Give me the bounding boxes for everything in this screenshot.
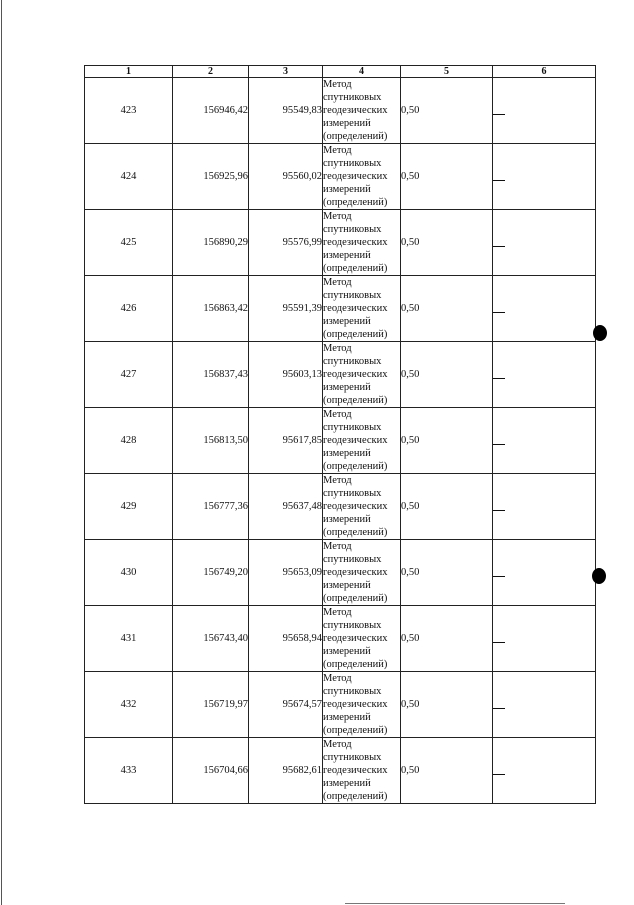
x-coordinate-cell: 156837,43: [173, 342, 249, 408]
x-coordinate-cell: 156704,66: [173, 738, 249, 804]
header-col-5: 5: [401, 66, 493, 78]
point-number-cell: 428: [85, 408, 173, 474]
accuracy-cell: 0,50: [401, 408, 493, 474]
method-line: (определений): [323, 131, 388, 142]
dash-mark: [493, 378, 505, 379]
table-row: [85, 474, 596, 540]
table-row: [85, 276, 596, 342]
header-col-4: 4: [323, 66, 401, 78]
method-line: геодезических: [323, 699, 388, 710]
y-coordinate-cell: 95549,83: [249, 78, 323, 144]
method-line: геодезических: [323, 567, 388, 578]
table-row: [85, 408, 596, 474]
method-line: Метод: [323, 607, 352, 618]
y-coordinate-cell: 95591,39: [249, 276, 323, 342]
point-number-cell: 427: [85, 342, 173, 408]
method-cell: [323, 738, 401, 804]
table-row: [85, 342, 596, 408]
note-cell: [493, 540, 596, 606]
accuracy-cell: 0,50: [401, 738, 493, 804]
method-line: геодезических: [323, 633, 388, 644]
method-line: измерений: [323, 448, 371, 459]
x-coordinate-cell: 156813,50: [173, 408, 249, 474]
point-number-cell: 425: [85, 210, 173, 276]
method-line: геодезических: [323, 435, 388, 446]
point-number-cell: 432: [85, 672, 173, 738]
method-line: (определений): [323, 725, 388, 736]
accuracy-cell: 0,50: [401, 672, 493, 738]
method-cell: [323, 606, 401, 672]
method-line: (определений): [323, 197, 388, 208]
note-cell: [493, 408, 596, 474]
method-line: (определений): [323, 461, 388, 472]
method-line: спутниковых: [323, 422, 382, 433]
method-line: спутниковых: [323, 488, 382, 499]
method-line: измерений: [323, 778, 371, 789]
y-coordinate-cell: 95653,09: [249, 540, 323, 606]
method-line: (определений): [323, 527, 388, 538]
note-cell: [493, 276, 596, 342]
table-row: [85, 738, 596, 804]
method-cell: [323, 342, 401, 408]
accuracy-cell: 0,50: [401, 78, 493, 144]
dash-mark: [493, 510, 505, 511]
x-coordinate-cell: 156743,40: [173, 606, 249, 672]
method-line: измерений: [323, 712, 371, 723]
y-coordinate-cell: 95576,99: [249, 210, 323, 276]
note-cell: [493, 210, 596, 276]
header-col-2: 2: [173, 66, 249, 78]
method-line: геодезических: [323, 765, 388, 776]
table-row: [85, 210, 596, 276]
method-line: Метод: [323, 673, 352, 684]
table-header-row: [85, 66, 596, 78]
table-row: [85, 540, 596, 606]
method-line: измерений: [323, 580, 371, 591]
coordinates-table: [84, 65, 596, 804]
bottom-rule: [345, 903, 565, 904]
method-line: Метод: [323, 145, 352, 156]
method-cell: [323, 78, 401, 144]
method-cell: [323, 276, 401, 342]
method-line: геодезических: [323, 237, 388, 248]
method-line: (определений): [323, 791, 388, 802]
note-cell: [493, 342, 596, 408]
method-line: геодезических: [323, 303, 388, 314]
dash-mark: [493, 246, 505, 247]
method-line: (определений): [323, 329, 388, 340]
y-coordinate-cell: 95658,94: [249, 606, 323, 672]
note-cell: [493, 144, 596, 210]
method-line: измерений: [323, 316, 371, 327]
method-line: Метод: [323, 475, 352, 486]
point-number-cell: 429: [85, 474, 173, 540]
accuracy-cell: 0,50: [401, 210, 493, 276]
x-coordinate-cell: 156890,29: [173, 210, 249, 276]
dash-mark: [493, 642, 505, 643]
dash-mark: [493, 180, 505, 181]
y-coordinate-cell: 95617,85: [249, 408, 323, 474]
method-line: (определений): [323, 659, 388, 670]
method-line: (определений): [323, 263, 388, 274]
method-line: Метод: [323, 79, 352, 90]
note-cell: [493, 738, 596, 804]
method-line: измерений: [323, 118, 371, 129]
dash-mark: [493, 444, 505, 445]
point-number-cell: 431: [85, 606, 173, 672]
accuracy-cell: 0,50: [401, 342, 493, 408]
point-number-cell: 430: [85, 540, 173, 606]
y-coordinate-cell: 95560,02: [249, 144, 323, 210]
table-row: [85, 78, 596, 144]
method-line: Метод: [323, 211, 352, 222]
y-coordinate-cell: 95603,13: [249, 342, 323, 408]
header-col-6: 6: [493, 66, 596, 78]
scan-edge-line: [1, 0, 2, 905]
method-cell: [323, 144, 401, 210]
note-cell: [493, 672, 596, 738]
table-row: [85, 144, 596, 210]
method-line: спутниковых: [323, 290, 382, 301]
x-coordinate-cell: 156925,96: [173, 144, 249, 210]
accuracy-cell: 0,50: [401, 276, 493, 342]
x-coordinate-cell: 156749,20: [173, 540, 249, 606]
dash-mark: [493, 114, 505, 115]
point-number-cell: 426: [85, 276, 173, 342]
method-line: геодезических: [323, 501, 388, 512]
method-line: измерений: [323, 250, 371, 261]
method-line: геодезических: [323, 369, 388, 380]
method-line: геодезических: [323, 171, 388, 182]
note-cell: [493, 474, 596, 540]
dash-mark: [493, 708, 505, 709]
method-line: спутниковых: [323, 356, 382, 367]
x-coordinate-cell: 156777,36: [173, 474, 249, 540]
method-line: (определений): [323, 593, 388, 604]
accuracy-cell: 0,50: [401, 144, 493, 210]
method-cell: [323, 672, 401, 738]
header-col-1: 1: [85, 66, 173, 78]
method-cell: [323, 408, 401, 474]
point-number-cell: 424: [85, 144, 173, 210]
method-line: Метод: [323, 277, 352, 288]
y-coordinate-cell: 95682,61: [249, 738, 323, 804]
method-line: (определений): [323, 395, 388, 406]
method-cell: [323, 474, 401, 540]
method-line: спутниковых: [323, 620, 382, 631]
table-row: [85, 672, 596, 738]
dash-mark: [493, 576, 505, 577]
method-line: спутниковых: [323, 158, 382, 169]
accuracy-cell: 0,50: [401, 474, 493, 540]
method-line: спутниковых: [323, 224, 382, 235]
x-coordinate-cell: 156863,42: [173, 276, 249, 342]
note-cell: [493, 78, 596, 144]
method-line: Метод: [323, 343, 352, 354]
method-line: Метод: [323, 739, 352, 750]
method-line: измерений: [323, 184, 371, 195]
point-number-cell: 433: [85, 738, 173, 804]
header-col-3: 3: [249, 66, 323, 78]
method-line: Метод: [323, 541, 352, 552]
note-cell: [493, 606, 596, 672]
dash-mark: [493, 774, 505, 775]
method-line: спутниковых: [323, 554, 382, 565]
point-number-cell: 423: [85, 78, 173, 144]
method-line: измерений: [323, 646, 371, 657]
y-coordinate-cell: 95674,57: [249, 672, 323, 738]
method-line: измерений: [323, 382, 371, 393]
punch-hole-mark: [593, 325, 607, 341]
x-coordinate-cell: 156719,97: [173, 672, 249, 738]
accuracy-cell: 0,50: [401, 540, 493, 606]
punch-hole-mark: [592, 568, 606, 584]
table-row: [85, 606, 596, 672]
dash-mark: [493, 312, 505, 313]
y-coordinate-cell: 95637,48: [249, 474, 323, 540]
method-cell: [323, 540, 401, 606]
accuracy-cell: 0,50: [401, 606, 493, 672]
method-cell: [323, 210, 401, 276]
method-line: спутниковых: [323, 92, 382, 103]
method-line: спутниковых: [323, 686, 382, 697]
method-line: спутниковых: [323, 752, 382, 763]
method-line: Метод: [323, 409, 352, 420]
x-coordinate-cell: 156946,42: [173, 78, 249, 144]
method-line: измерений: [323, 514, 371, 525]
method-line: геодезических: [323, 105, 388, 116]
